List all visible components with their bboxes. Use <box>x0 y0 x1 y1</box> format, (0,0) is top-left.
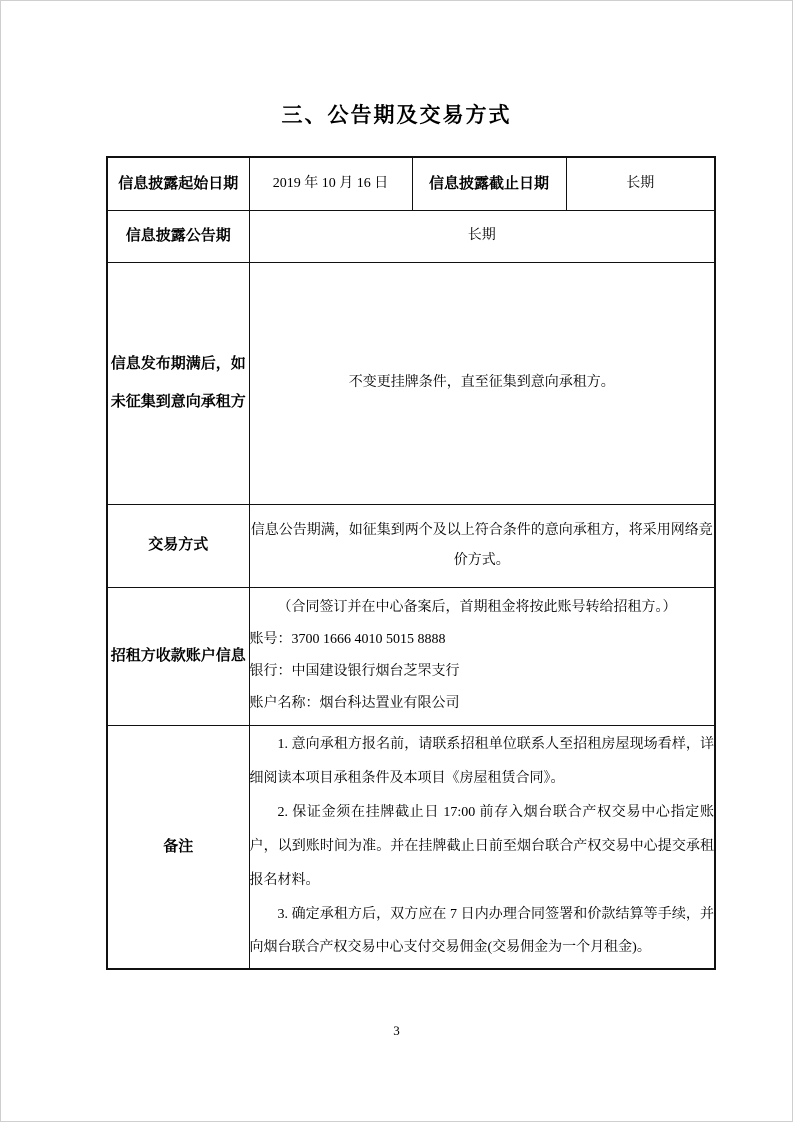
after-expiry-label: 信息发布期满后，如未征集到意向承租方 <box>107 262 249 504</box>
trade-mode-value: 信息公告期满，如征集到两个及以上符合条件的意向承租方，将采用网络竞价方式。 <box>249 504 715 587</box>
announcement-period-value: 长期 <box>249 210 715 262</box>
start-date-label: 信息披露起始日期 <box>107 157 249 210</box>
remarks-item-3: 3. 确定承租方后，双方应在 7 日内办理合同签署和价款结算等手续，并向烟台联合产权交易中心支付交易佣金(交易佣金为一个月租金)。 <box>249 906 714 956</box>
after-expiry-value: 不变更挂牌条件，直至征集到意向承租方。 <box>249 262 715 504</box>
remarks-item-2: 2. 保证金须在挂牌截止日 17:00 前存入烟台联合产权交易中心指定账户，以到账时间为准。并在挂牌截止日前至烟台联合产权交易中心提交承租报名材料。 <box>249 804 714 888</box>
announcement-period-label: 信息披露公告期 <box>107 210 249 262</box>
page-number: 3 <box>393 1023 400 1038</box>
end-date-value: 长期 <box>566 157 715 210</box>
trade-mode-label: 交易方式 <box>107 504 249 587</box>
announcement-table <box>106 156 716 970</box>
table-row-remarks <box>107 725 715 969</box>
remarks-item-1: 1. 意向承租方报名前，请联系招租单位联系人至招租房屋现场看样，详细阅读本项目承租条件及本项目《房屋租赁合同》。 <box>249 737 714 787</box>
remarks-value <box>249 725 715 969</box>
table-row-trade-mode <box>107 504 715 587</box>
table-row-disclosure-dates <box>107 157 715 210</box>
account-info-value <box>249 587 715 725</box>
start-date-value: 2019 年 10 月 16 日 <box>249 157 412 210</box>
table-row-account-info <box>107 587 715 725</box>
end-date-label: 信息披露截止日期 <box>412 157 566 210</box>
page-title: 三、公告期及交易方式 <box>281 103 512 127</box>
table-row-after-expiry <box>107 262 715 504</box>
account-bank: 银行：中国建设银行烟台芝罘支行 <box>249 664 460 679</box>
table-row-announcement-period <box>107 210 715 262</box>
account-name: 账户名称：烟台科达置业有限公司 <box>249 696 460 712</box>
remarks-label: 备注 <box>107 725 249 969</box>
account-info-label: 招租方收款账户信息 <box>107 587 249 725</box>
account-number: 账号：3700 1666 4010 5015 8888 <box>249 631 446 647</box>
account-note: （合同签订并在中心备案后，首期租金将按此账号转给招租方。） <box>277 599 677 615</box>
